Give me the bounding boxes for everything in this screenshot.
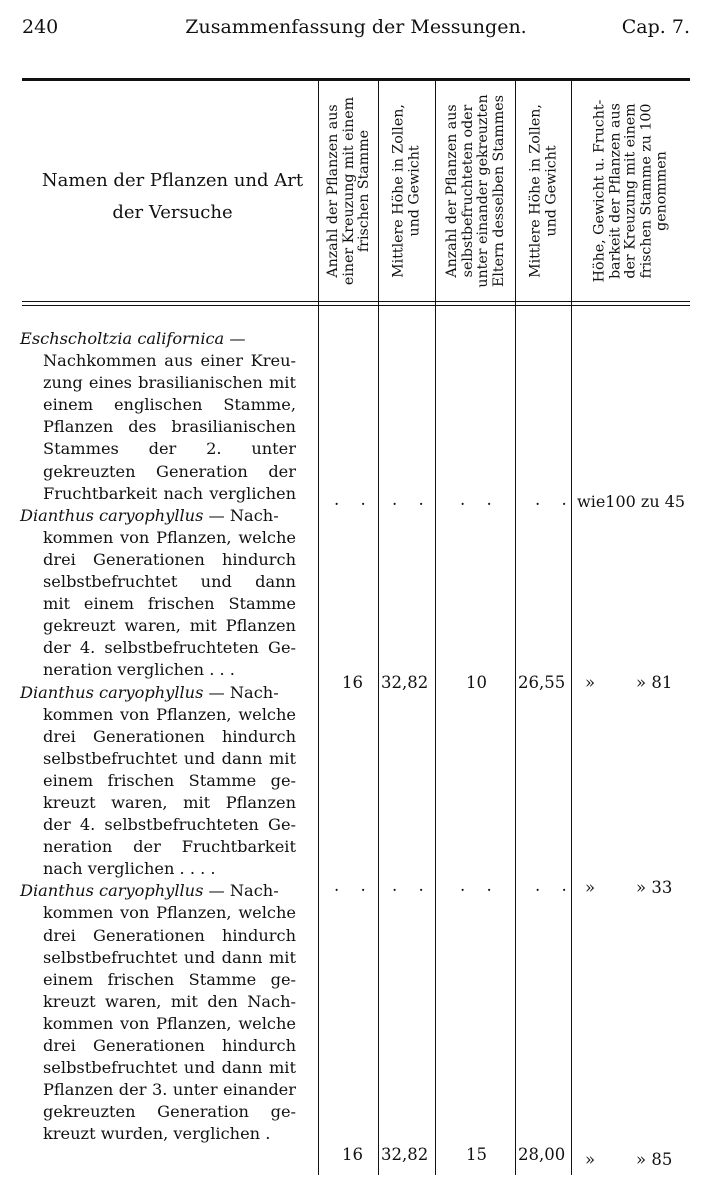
row4-col3: 15 [466, 1145, 487, 1164]
row-line: kreuzt waren, mit den Nach- [43, 991, 296, 1011]
row1-col5-prefix: wie [577, 492, 606, 511]
header-col2 [379, 82, 435, 300]
row3-col5-prefix: » [585, 878, 596, 897]
row-line: kommen von Pflanzen, welche [43, 1013, 296, 1033]
species-line [20, 328, 296, 350]
row-line: kommen von Pflanzen, welche [43, 527, 296, 547]
header-line: und Gewicht [542, 145, 559, 237]
header-names-line: Namen der Pflanzen und Art [41, 170, 304, 191]
table-top-rule [22, 78, 690, 81]
row4-col2: 32,82 [381, 1145, 429, 1164]
row-line: Fruchtbarkeit nach verglichen [43, 483, 296, 503]
running-head [22, 16, 690, 46]
row-line: selbstbefruchtet und dann mit [43, 748, 296, 768]
page-number: 240 [22, 16, 59, 38]
row1-col3: . . [460, 490, 500, 509]
row-line: drei Generationen hindurch [43, 1036, 296, 1055]
row2-col4: 26,55 [518, 673, 566, 692]
header-line: Anzahl der Pflanzen aus [324, 104, 341, 278]
row1-col5-value: 100 zu 45 [605, 492, 686, 511]
chapter-label: Cap. 7. [621, 16, 690, 38]
row-line: der 4. selbstbefruchteten Ge- [43, 815, 296, 835]
header-line: Mittlere Höhe in Zollen, [527, 104, 543, 278]
row-line: Stammes der 2. unter [43, 439, 296, 459]
species-line [20, 682, 296, 704]
dash: — Nach- [203, 505, 279, 525]
row2-col2: 32,82 [381, 673, 429, 692]
species-line [20, 505, 296, 527]
row1-col1: . . [334, 490, 374, 509]
row-line: selbstbefruchtet und dann mit [43, 947, 296, 967]
row2-col5-value: » 81 [636, 673, 673, 692]
row2-col1: 16 [342, 673, 363, 692]
row1-col2: . . [392, 490, 432, 509]
header-line: Anzahl der Pflanzen aus [443, 104, 460, 278]
header-names-line: der Versuche [112, 202, 233, 223]
row2-col5-prefix: » [585, 673, 596, 692]
row3-col3: . . [460, 876, 500, 895]
row4-col4: 28,00 [518, 1145, 566, 1164]
header-bottom-rule-2 [22, 305, 690, 306]
row-line: gekreuzt waren, mit Pflanzen [43, 616, 296, 636]
row-line: der 4. selbstbefruchteten Ge- [43, 638, 296, 658]
header-line: Eltern desselben Stammes [490, 95, 506, 287]
row-line: drei Generationen hindurch [43, 726, 296, 746]
row-line: mit einem frischen Stamme [43, 594, 296, 614]
dash: — Nach- [203, 881, 279, 901]
header-col1 [319, 82, 378, 300]
species-name: Eschscholtzia californica [20, 329, 225, 348]
row-line: selbstbefruchtet und dann mit [43, 1058, 296, 1078]
species-name: Dianthus caryophyllus [20, 505, 204, 525]
header-line: einer Kreuzung mit einem [339, 96, 356, 286]
page-title: Zusammenfassung der Messungen. [185, 16, 527, 38]
header-line: unter einander gekreuzten [474, 94, 491, 288]
row-line: neration verglichen . . . [43, 660, 235, 680]
row-line: gekreuzten Generation der [43, 461, 296, 481]
header-line: barkeit der Pflanzen aus [606, 103, 623, 279]
header-line: selbstbefruchteten oder [459, 104, 475, 278]
species-line [20, 880, 296, 902]
row-line: drei Generationen hindurch [43, 549, 296, 569]
header-names [30, 165, 315, 229]
row-line: Pflanzen des brasilianischen [43, 417, 296, 437]
header-line: frischen Stamme [355, 129, 372, 253]
row2-col3: 10 [466, 673, 487, 692]
header-col4 [516, 82, 571, 300]
row-line: kreuzt waren, mit Pflanzen [43, 792, 296, 812]
row-line: Nachkommen aus einer Kreu- [43, 351, 296, 371]
row3-col2: . . [392, 876, 432, 895]
header-col5 [572, 82, 690, 300]
row-line: gekreuzten Generation ge- [43, 1102, 296, 1122]
row4-col5-prefix: » [585, 1150, 596, 1169]
dash: — [224, 329, 246, 348]
row-line: zung eines brasilianischen mit [43, 373, 296, 393]
header-line: der Kreuzung mit einem [622, 103, 639, 279]
species-name: Dianthus caryophyllus [20, 881, 204, 901]
row3-col5-value: » 33 [636, 878, 673, 897]
header-bottom-rule-1 [22, 301, 690, 302]
row-line: selbstbefruchtet und dann [43, 572, 296, 592]
row4-col1: 16 [342, 1145, 363, 1164]
row3-col4: . . [535, 876, 575, 895]
row4-col5-value: » 85 [636, 1150, 673, 1169]
row-line: kreuzt wurden, verglichen . [43, 1124, 271, 1144]
row-line: Pflanzen der 3. unter einander [43, 1080, 296, 1100]
header-line: frischen Stamme zu 100 [637, 103, 654, 279]
row-line: drei Generationen hindurch [43, 925, 296, 945]
header-line: und Gewicht [406, 145, 422, 237]
row1-col5 [577, 492, 685, 511]
header-line: Mittlere Höhe in Zollen, [390, 104, 407, 278]
header-line: genommen [653, 151, 670, 231]
row-line: einem frischen Stamme ge- [43, 770, 296, 790]
row-line: nach verglichen . . . . [43, 859, 216, 879]
row1-col4: . . [535, 490, 575, 509]
row-line: kommen von Pflanzen, welche [43, 704, 296, 724]
header-line: Höhe, Gewicht u. Frucht- [591, 99, 608, 283]
row-line: kommen von Pflanzen, welche [43, 903, 296, 923]
row-line: einem frischen Stamme ge- [43, 969, 296, 989]
row-line: neration der Fruchtbarkeit [43, 837, 296, 857]
species-name: Dianthus caryophyllus [20, 682, 204, 702]
header-col3 [436, 82, 515, 300]
row3-col1: . . [334, 876, 374, 895]
table-body-names [20, 328, 296, 1145]
dash: — Nach- [203, 682, 279, 702]
row-line: einem englischen Stamme, [43, 395, 296, 415]
